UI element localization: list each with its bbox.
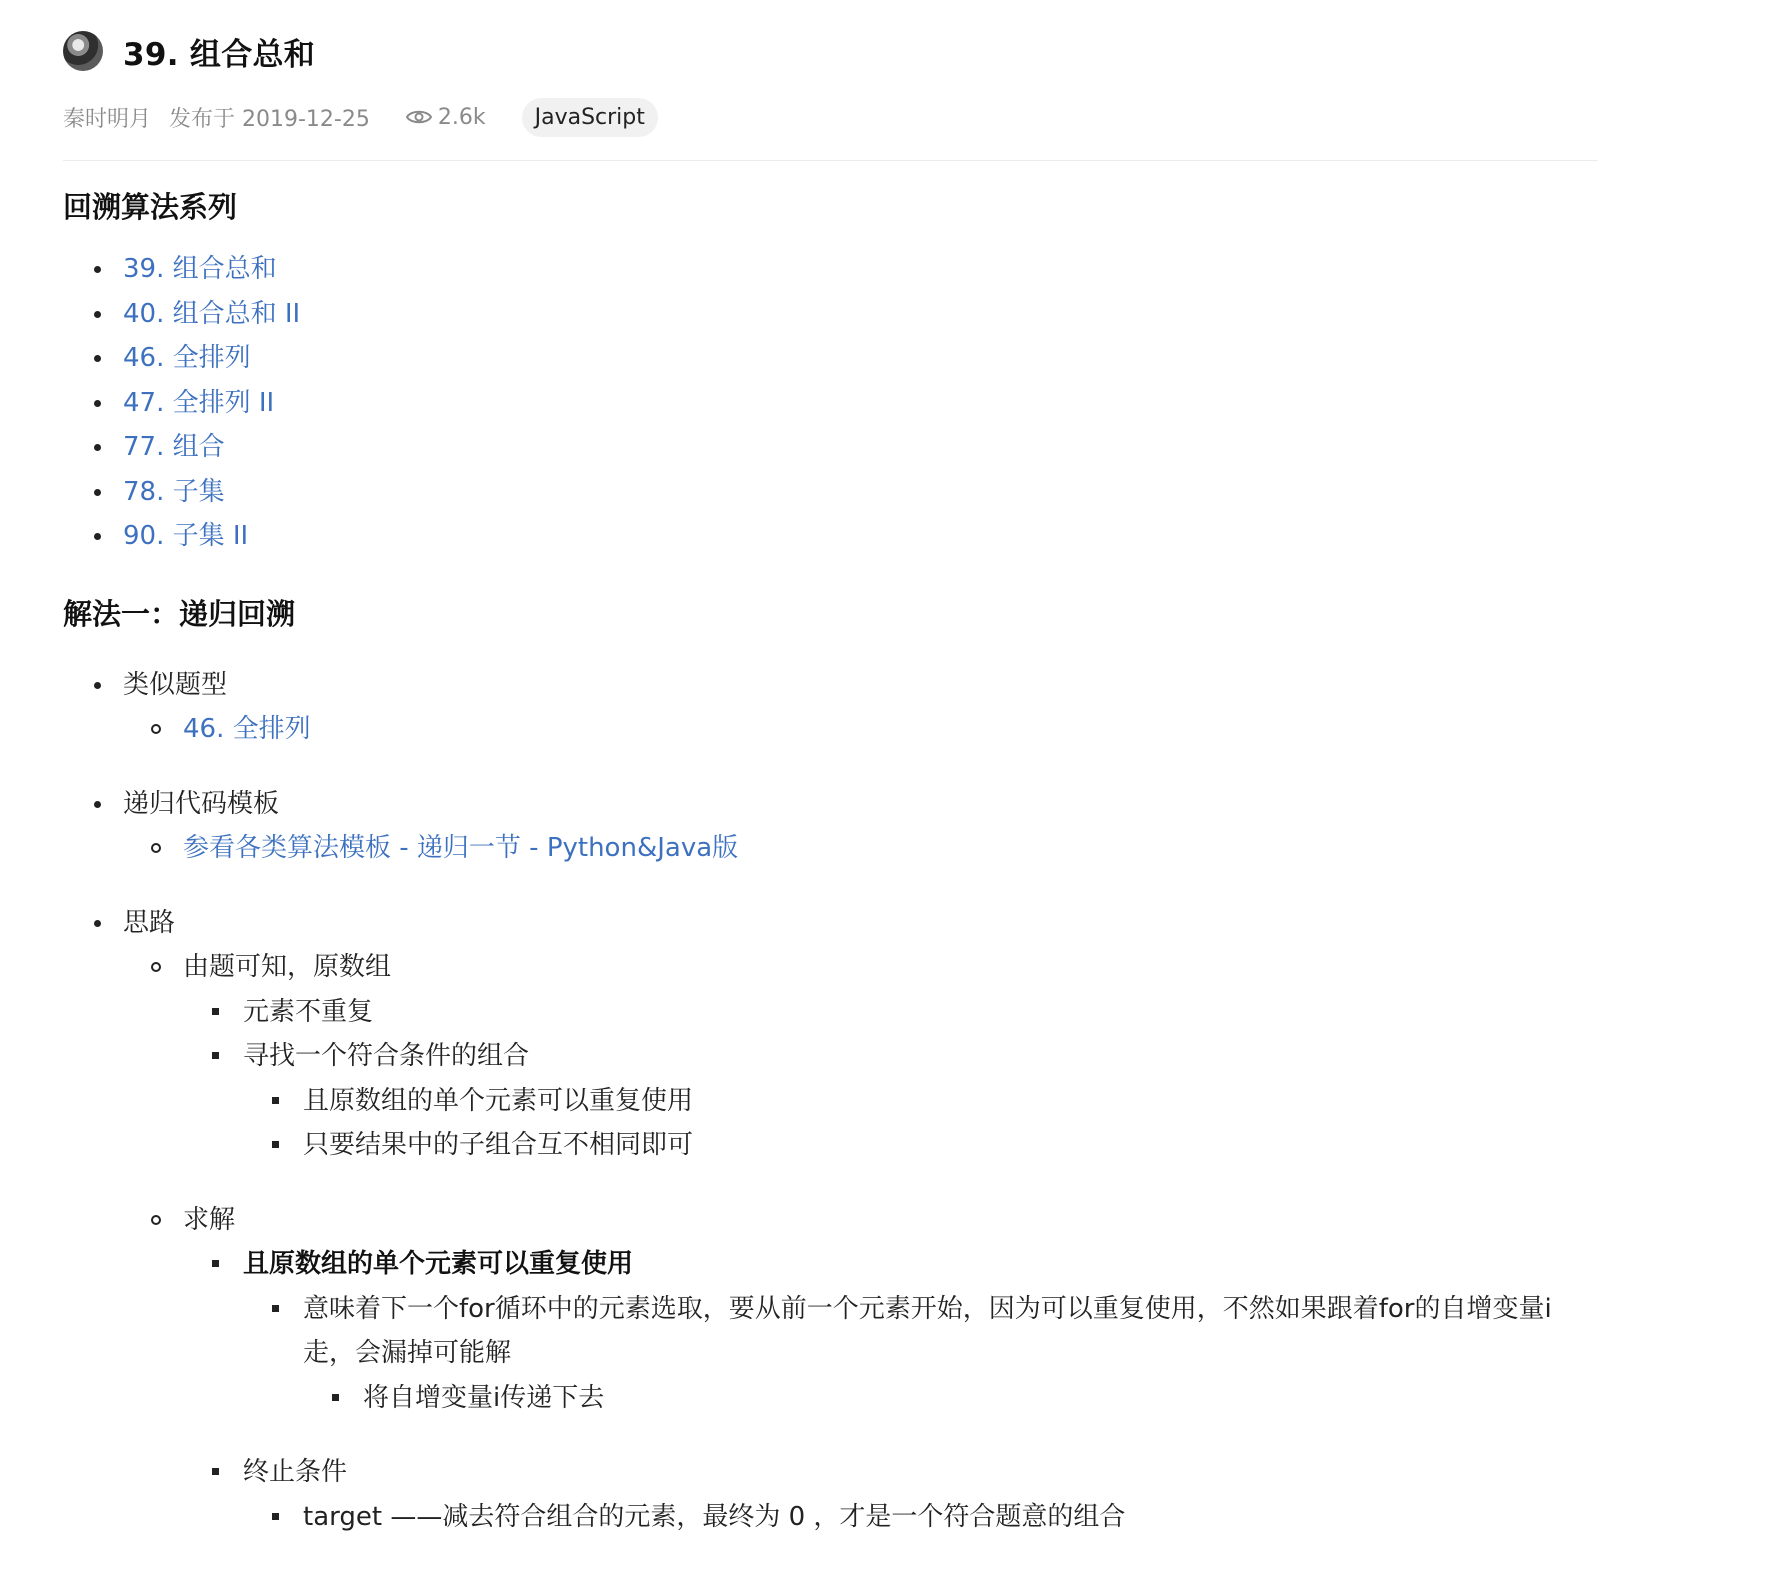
solve-sublist xyxy=(183,1242,1598,1539)
known-detail: 且原数组的单个元素可以重复使用 xyxy=(303,1085,694,1116)
similar-item xyxy=(63,663,1598,752)
list-item xyxy=(63,292,1598,337)
article xyxy=(63,28,1598,1539)
bullet xyxy=(94,533,101,540)
tag-badge[interactable]: JavaScript xyxy=(522,98,658,137)
series-link[interactable]: 40. 组合总和 II xyxy=(123,298,301,329)
known-sublist xyxy=(183,990,1598,1168)
solve-label: 求解 xyxy=(183,1204,236,1235)
bullet xyxy=(272,1141,279,1148)
similar-link[interactable]: 46. 全排列 xyxy=(183,714,311,744)
bullet xyxy=(94,400,101,407)
list-item xyxy=(63,514,1598,559)
reuse-sub: 将自增变量i传递下去 xyxy=(363,1382,605,1413)
reuse-detail-list xyxy=(243,1287,1598,1421)
list-item xyxy=(243,1123,1598,1168)
series-link[interactable]: 39. 组合总和 xyxy=(123,254,277,284)
bullet xyxy=(94,920,101,927)
known-label: 由题可知，原数组 xyxy=(183,952,392,982)
list-item xyxy=(243,1495,1598,1540)
list-item xyxy=(183,1242,1598,1420)
template-label: 递归代码模板 xyxy=(123,788,280,819)
list-item xyxy=(123,1198,1598,1540)
bullet xyxy=(212,1468,219,1475)
bullet xyxy=(212,1008,219,1015)
known-item: 元素不重复 xyxy=(243,996,374,1027)
bullet xyxy=(151,1215,161,1225)
divider xyxy=(63,160,1598,161)
terminate-label: 终止条件 xyxy=(243,1457,348,1487)
idea-sublist xyxy=(123,945,1598,1539)
list-item xyxy=(183,1450,1598,1539)
idea-item xyxy=(63,901,1598,1540)
bullet xyxy=(94,311,101,318)
bullet xyxy=(94,801,101,808)
series-heading: 回溯算法系列 xyxy=(63,190,238,224)
view-count xyxy=(406,105,486,130)
template-sublist xyxy=(123,826,1598,871)
article-meta xyxy=(63,94,1598,140)
bullet xyxy=(272,1097,279,1104)
series-link[interactable]: 46. 全排列 xyxy=(123,343,251,373)
series-link[interactable]: 47. 全排列 II xyxy=(123,387,275,418)
list-item xyxy=(123,826,1598,871)
similar-sublist xyxy=(123,707,1598,752)
idea-label: 思路 xyxy=(123,907,176,938)
series-link[interactable]: 78. 子集 xyxy=(123,476,225,507)
list-item xyxy=(243,1287,1598,1421)
template-item xyxy=(63,782,1598,871)
eye-icon xyxy=(406,108,432,126)
page-title: 39. 组合总和 xyxy=(123,36,316,73)
bullet xyxy=(151,962,161,972)
list-item xyxy=(183,990,1598,1035)
list-item xyxy=(183,1034,1598,1168)
list-item xyxy=(123,707,1598,752)
list-item xyxy=(243,1079,1598,1124)
list-item xyxy=(63,425,1598,470)
list-item xyxy=(63,381,1598,426)
bullet xyxy=(272,1513,279,1520)
reuse-detail: 意味着下一个for循环中的元素选取，要从前一个元素开始，因为可以重复使用，不然如果跟着for的自增变量i走，会漏掉可能解 xyxy=(303,1293,1552,1368)
solution-list xyxy=(63,663,1598,1540)
known-item: 寻找一个符合条件的组合 xyxy=(243,1041,530,1071)
bullet xyxy=(272,1305,279,1312)
list-item xyxy=(63,247,1598,292)
known-detail-list xyxy=(243,1079,1598,1168)
list-item xyxy=(63,470,1598,515)
bullet xyxy=(212,1260,219,1267)
list-item xyxy=(123,945,1598,1168)
list-item xyxy=(63,336,1598,381)
view-count-value: 2.6k xyxy=(437,104,486,130)
bullet xyxy=(94,266,101,273)
author-name[interactable]: 秦时明月 xyxy=(63,106,152,132)
bullet xyxy=(94,355,101,362)
bullet xyxy=(332,1394,339,1401)
reuse-label: 且原数组的单个元素可以重复使用 xyxy=(243,1249,634,1279)
similar-label: 类似题型 xyxy=(123,669,228,700)
bullet xyxy=(212,1052,219,1059)
series-link[interactable]: 77. 组合 xyxy=(123,432,225,462)
bullet xyxy=(94,489,101,496)
bullet xyxy=(151,843,161,853)
series-list xyxy=(63,247,1598,559)
bullet xyxy=(94,682,101,689)
article-header xyxy=(63,28,1598,74)
bullet xyxy=(94,444,101,451)
list-item xyxy=(303,1376,1598,1421)
series-link[interactable]: 90. 子集 II xyxy=(123,521,249,551)
terminate-detail: target ——减去符合组合的元素，最终为 0 ，才是一个符合题意的组合 xyxy=(303,1501,1126,1532)
bullet xyxy=(151,724,161,734)
reuse-sub-list xyxy=(303,1376,1598,1421)
template-link[interactable]: 参看各类算法模板 - 递归一节 - Python&Java版 xyxy=(183,833,739,863)
solution-heading: 解法一：递归回溯 xyxy=(63,596,296,631)
terminate-detail-list xyxy=(243,1495,1598,1540)
avatar[interactable] xyxy=(63,31,103,71)
known-detail: 只要结果中的子组合互不相同即可 xyxy=(303,1130,694,1160)
publish-date: 发布于 2019-12-25 xyxy=(169,106,370,132)
